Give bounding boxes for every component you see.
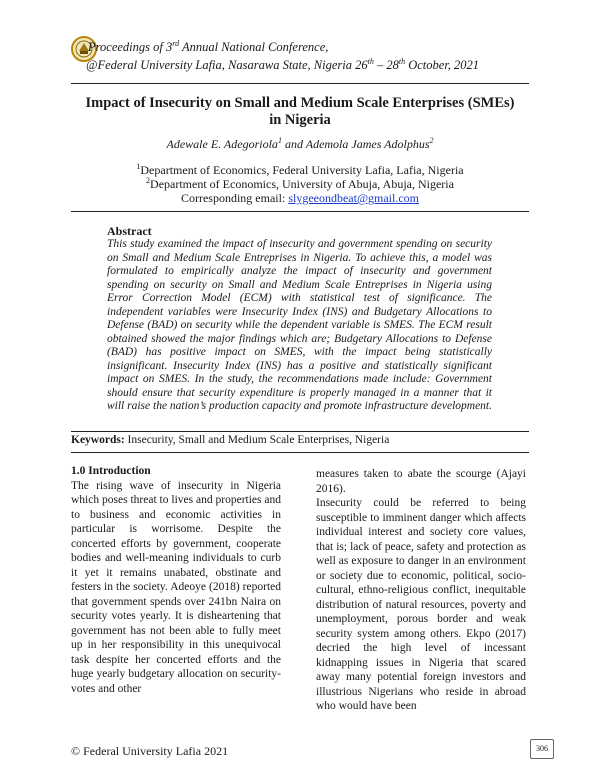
intro-paragraph-1: The rising wave of insecurity in Nigeria which poses threat to lives and properties and to business and economic activities in particular is worrisome. Despite the concerted efforts by government, cooperate bodies and well-meaning individuals to curb it yet it remains unabated, obstinate and festers in the society. Adeoye (2018) reported that government spends over 241bn Naira on security votes yearly. It is disheartening that government has not been able to fully meet up in her responsibility in this unequivocal task despite her concerted efforts and the huge yearly budgetary allocation on security-votes and other [71, 479, 281, 695]
proceedings-line-2: @Federal University Lafia, Nasarawa State, Nigeria 26th – 28th October, 2021 [86, 56, 480, 72]
abstract-heading: Abstract [107, 224, 152, 238]
proceedings-header [88, 38, 479, 74]
email-link[interactable]: slygeeondbeat@gmail.com [288, 191, 419, 205]
author-line: Adewale E. Adegoriola$^1$ and Ademola James Adolphus$^2$ [166, 136, 434, 151]
body-column-left [71, 464, 281, 696]
paper-title: Impact of Insecurity on Small and Medium Scale Enterprises (SMEs) in Nigeria [85, 95, 515, 128]
corresponding-email: Corresponding email: slygeeondbeat@gmail.com [180, 191, 419, 205]
abstract-text: This study examined the impact of insecurity and government spending on security on Small and Medium Scale Entreprises in Nigeria. To achieve this, a model was formulated to empirically analyze the impact of insecurity and government spending on security on Small and Medium Scale Entreprises in Nigeria using Error Correction Model (ECM) with statistical test of significance. The independent variables were Insecurity Index (INS) and Budgetary Allocations to Defense (BAD) on security while the dependent variable is SMES. The ECM result obtained showed the major findings which are; Budgetary Allocations to Defense (BAD) has positive impact on SMES, with the impact being statistically insignificant. Insecurity Index (INS) has a positive and statistically significant impact on SMES. In the study, the recommendations made include: Government should ensure that security expenditure is properly managed in a manner that it will raise the nation’s production capacity and promote infrastructure development. [107, 238, 492, 412]
intro-paragraph-continued: measures taken to abate the scourge (Ajayi 2016). [316, 468, 526, 495]
abstract-top-divider [71, 211, 529, 212]
abstract-bottom-divider [71, 431, 529, 432]
footer-copyright: © Federal University Lafia 2021 [71, 744, 229, 758]
affiliation-1: $^1$Department of Economics, Federal University Lafia, Lafia, Nigeria [136, 162, 464, 177]
body-column-right [316, 467, 526, 714]
section-heading-introduction: 1.0 Introduction [71, 465, 151, 477]
keywords-divider [71, 452, 529, 453]
affiliation-2: $^2$Department of Economics, University of Abuja, Abuja, Nigeria [146, 176, 454, 191]
proceedings-line-1: Proceedings of 3rd Annual National Conference, [88, 38, 329, 54]
affiliations [80, 163, 520, 205]
intro-paragraph-2: Insecurity could be referred to being susceptible to imminent danger which affects individual interest and society core values, that is; lack of peace, safety and protection as well as exposure to danger in an environment or society due to economic, political, socio-cultural, ethno-religious conflict, inequitable distribution of natural resources, poverty and unemployment, porous border and weak security system among others. Ekpo (2017) decried the high level of incessant kidnapping issues in Nigeria that scared away many potential foreign investors and illustrious Nigerians who reside in abroad who would have been [316, 497, 526, 712]
header-divider [71, 83, 529, 84]
page-number: 306 [530, 739, 554, 759]
keywords: Keywords: Insecurity, Small and Medium Scale Enterprises, Nigeria [71, 434, 390, 446]
